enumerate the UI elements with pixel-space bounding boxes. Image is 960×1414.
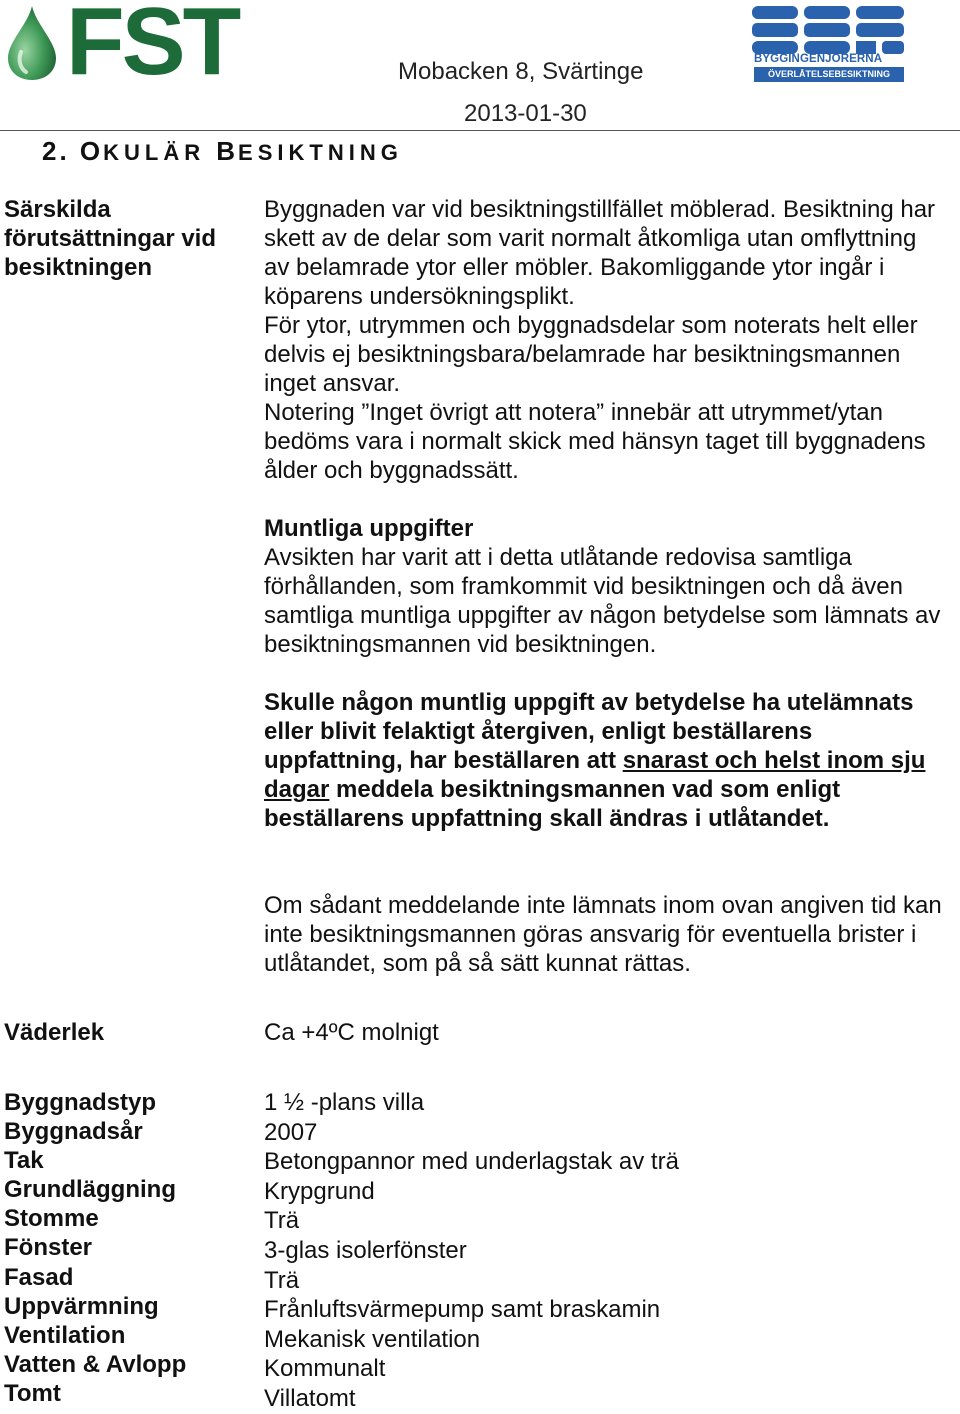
weather-value: Ca +4ºC molnigt bbox=[264, 1019, 439, 1046]
fact-value: Trä bbox=[264, 1266, 300, 1294]
section-title bbox=[42, 136, 403, 167]
weather-label: Väderlek bbox=[4, 1019, 105, 1046]
section-number: 2. bbox=[42, 136, 70, 166]
property-address: Mobacken 8, Svärtinge bbox=[398, 58, 644, 85]
liability-notice: Om sådant meddelande inte lämnats inom ovan angiven tid kan inte besiktningsmannen göras ansvarig för eventuella brister i utlåtandet, som på så sätt kunnat rättas. bbox=[264, 892, 942, 977]
building-facts-labels bbox=[4, 1088, 186, 1408]
correction-notice-text-a: Skulle någon muntlig uppgift av betydelse ha utelämnats eller blivit felaktigt återgiven, enligt beställarens uppfattning, har beställaren att bbox=[264, 689, 914, 774]
sbr-logo-subtitle: ÖVERLÅTELSEBESIKTNING bbox=[754, 67, 904, 82]
section-title-o: O bbox=[79, 136, 104, 166]
report-date: 2013-01-30 bbox=[464, 100, 587, 127]
prerequisites-label: Särskilda förutsättningar vid besiktningen bbox=[4, 196, 217, 281]
fact-label: Uppvärmning bbox=[4, 1292, 159, 1320]
fact-value: 3-glas isolerfönster bbox=[264, 1236, 467, 1264]
fst-logo-text: FST bbox=[66, 0, 239, 95]
fact-value: Betongpannor med underlagstak av trä bbox=[264, 1148, 679, 1176]
oral-information-block bbox=[264, 514, 944, 659]
fact-label: Tomt bbox=[4, 1379, 61, 1407]
fact-value: Mekanisk ventilation bbox=[264, 1325, 481, 1353]
correction-deadline: snarast och helst inom sju dagar bbox=[264, 747, 926, 803]
fact-value: 1 ½ -plans villa bbox=[264, 1089, 425, 1116]
water-drop-logo-icon bbox=[6, 4, 58, 82]
intro-paragraph-1: Byggnaden var vid besiktningstillfället möblerad. Besiktning har skett av de delar som varit normalt åtkomliga utan omflyttning av belamrade ytor eller möbler. Bakomliggande ytor ingår i köparens undersökningsplikt. bbox=[264, 196, 936, 310]
fact-label: Ventilation bbox=[4, 1321, 126, 1349]
fact-label: Grundläggning bbox=[4, 1176, 176, 1204]
fact-label: Fasad bbox=[4, 1263, 74, 1291]
sbr-logo-icon bbox=[752, 6, 904, 54]
building-facts-values bbox=[264, 1088, 679, 1414]
intro-paragraph-2: För ytor, utrymmen och byggnadsdelar som noterats helt eller delvis ej besiktningsbara/belamrade har besiktningsmannen inget ansvar. bbox=[264, 312, 918, 397]
oral-information-heading: Muntliga uppgifter bbox=[264, 515, 474, 542]
prerequisites-intro bbox=[264, 195, 944, 485]
fact-value: 2007 bbox=[264, 1118, 318, 1146]
section-title-esiktning: ESIKTNING bbox=[238, 140, 403, 165]
fact-label: Stomme bbox=[4, 1205, 99, 1233]
fact-label: Byggnadstyp bbox=[4, 1089, 157, 1116]
fact-label: Tak bbox=[4, 1147, 44, 1175]
sbr-logo-name: BYGGINGENJÖRERNA bbox=[754, 53, 883, 65]
section-title-b: B bbox=[216, 136, 239, 166]
oral-information-text: Avsikten har varit att i detta utlåtande redovisa samtliga förhållanden, som framkommit vid besiktningen och då även samtliga muntliga uppgifter av någon betydelse som lämnats av besiktningsmannen vid besiktningen. bbox=[264, 544, 941, 658]
fact-value: Trä bbox=[264, 1207, 300, 1235]
fact-label: Byggnadsår bbox=[4, 1118, 143, 1146]
correction-notice bbox=[264, 688, 944, 833]
section-title-kular: KULÄR bbox=[103, 140, 217, 165]
fact-label: Vatten & Avlopp bbox=[4, 1350, 187, 1378]
fact-value: Villatomt bbox=[264, 1384, 356, 1412]
fact-value: Kommunalt bbox=[264, 1355, 386, 1383]
fact-label: Fönster bbox=[4, 1234, 93, 1262]
fact-value: Krypgrund bbox=[264, 1177, 375, 1205]
fact-value: Frånluftsvärmepump samt braskamin bbox=[264, 1296, 661, 1324]
header-divider bbox=[0, 130, 960, 131]
intro-paragraph-3: Notering ”Inget övrigt att notera” innebär att utrymmet/ytan bedöms vara i normalt skick med hänsyn taget till byggnadens ålder och byggnadssätt. bbox=[264, 399, 926, 484]
correction-notice-text-b: meddela besiktningsmannen vad som enligt beställarens uppfattning skall ändras i utlåtandet. bbox=[264, 776, 841, 832]
